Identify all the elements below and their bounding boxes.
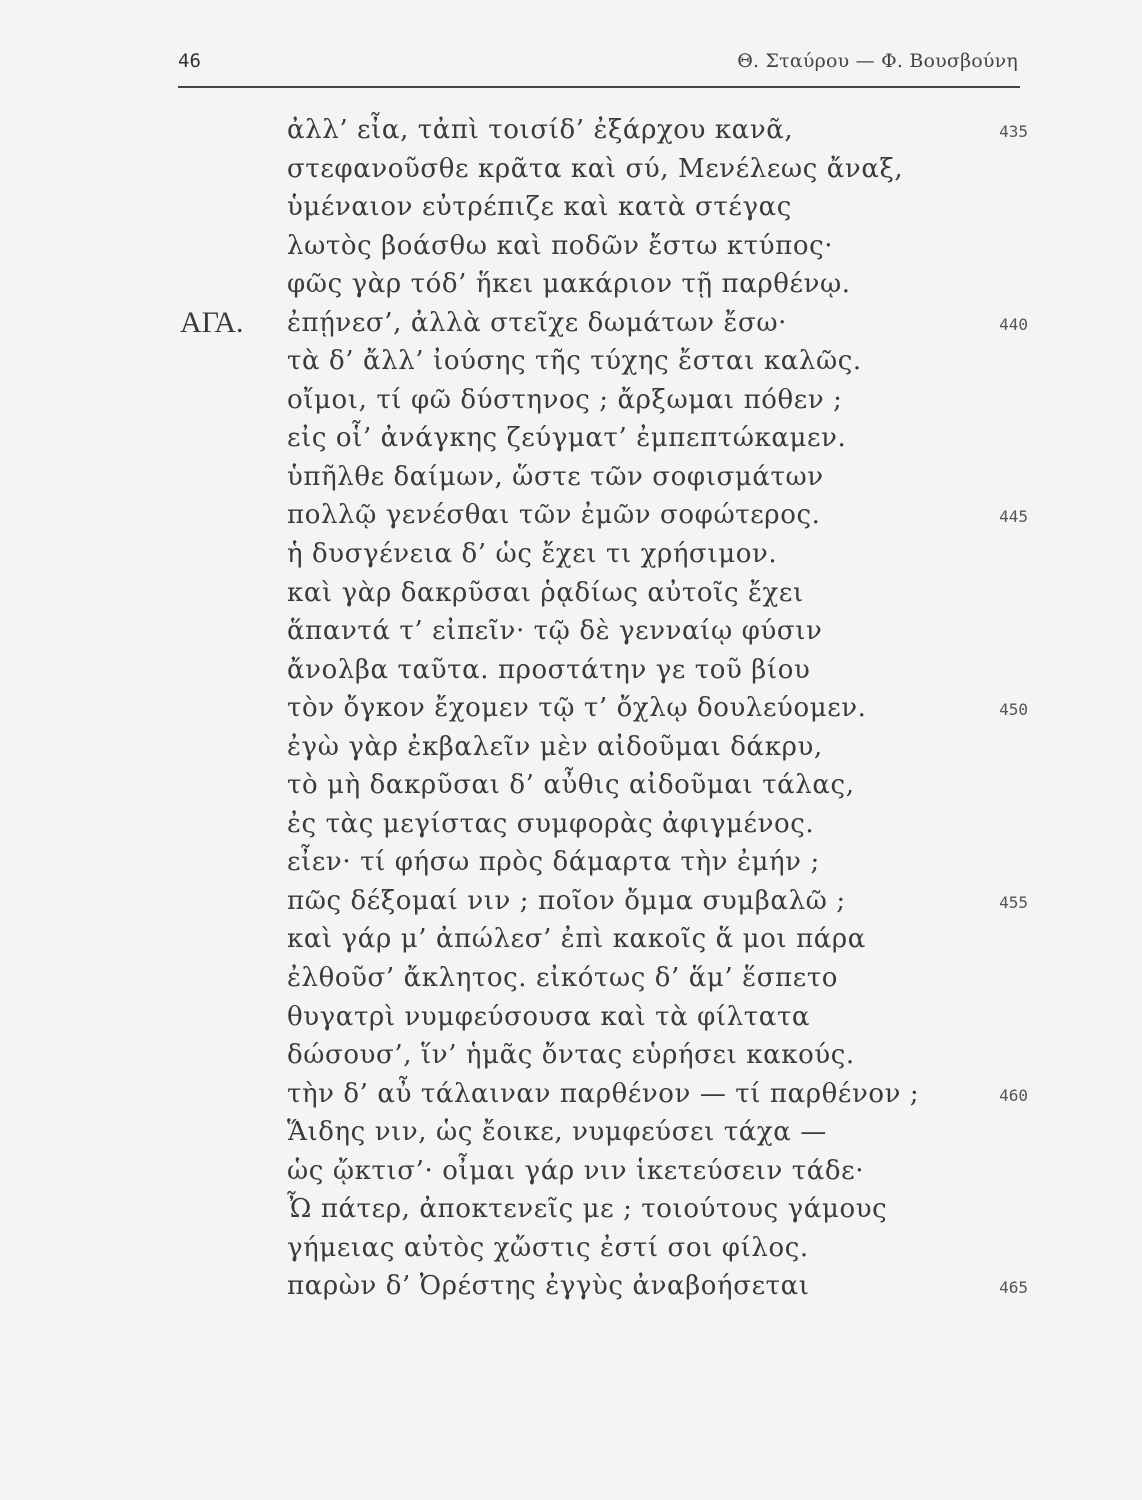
- verse-text: τὰ δ’ ἄλλ’ ἰούσης τῆς τύχης ἔσται καλῶς.: [287, 346, 862, 377]
- verse-text: δώσουσ’, ἵν’ ἡμᾶς ὄντας εὑρήσει κακούς.: [287, 1040, 855, 1071]
- verse-text: ὡς ᾤκτισ’· οἶμαι γάρ νιν ἱκετεύσειν τάδε·: [287, 1155, 865, 1186]
- verse-text: φῶς γὰρ τόδ’ ἥκει μακάριον τῇ παρθένῳ.: [287, 269, 851, 300]
- verse-line: [180, 419, 1030, 458]
- verse-text: εἰς οἷ’ ἀνάγκης ζεύγματ’ ἐμπεπτώκαμεν.: [287, 423, 847, 454]
- verse-line: [180, 920, 1030, 959]
- verse-text: ἅπαντά τ’ εἰπεῖν· τῷ δὲ γενναίῳ φύσιν: [287, 616, 823, 647]
- verse-line: [180, 1267, 1030, 1306]
- page-header: [178, 48, 1018, 82]
- verse-line: [180, 342, 1030, 381]
- line-number: 445: [999, 507, 1028, 527]
- verse-text: τὴν δ’ αὖ τάλαιναν παρθένον — τί παρθένον ;: [287, 1078, 920, 1109]
- verse-text: ἀλλ’ εἶα, τἀπὶ τοισίδ’ ἐξάρχου κανᾶ,: [287, 115, 794, 145]
- speaker-label: ΑΓΑ.: [180, 305, 244, 339]
- verse-line: [180, 959, 1030, 998]
- verse-text: καὶ γὰρ δακρῦσαι ῥᾳδίως αὐτοῖς ἔχει: [287, 577, 804, 608]
- verse-line: [180, 1152, 1030, 1191]
- line-number: 450: [999, 700, 1028, 720]
- verse-line: [180, 1229, 1030, 1268]
- verse-line: [180, 766, 1030, 805]
- verse-line: [180, 535, 1030, 574]
- verse-line: [180, 458, 1030, 497]
- verse-line: [180, 265, 1030, 304]
- verse-line: [180, 1113, 1030, 1152]
- verse-line: [180, 1075, 1030, 1114]
- verse-line: [180, 111, 1030, 150]
- verse-text: ἐς τὰς μεγίστας συμφορὰς ἀφιγμένος.: [287, 808, 815, 839]
- verse-line: [180, 1036, 1030, 1075]
- verse-text: οἴμοι, τί φῶ δύστηνος ; ἄρξωμαι πόθεν ;: [287, 384, 843, 415]
- verse-text: ἡ δυσγένεια δ’ ὡς ἔχει τι χρήσιμον.: [287, 539, 778, 570]
- line-number: 440: [999, 314, 1028, 334]
- verse-line: [180, 381, 1030, 420]
- verse-line: [180, 150, 1030, 189]
- verse-text: εἶεν· τί φήσω πρὸς δάμαρτα τὴν ἐμήν ;: [287, 847, 820, 878]
- verse-text: ἐλθοῦσ’ ἄκλητος. εἰκότως δ’ ἅμ’ ἕσπετο: [287, 963, 839, 994]
- verse-block: [180, 111, 1030, 1306]
- verse-line: [180, 843, 1030, 882]
- verse-text: παρὼν δ’ Ὀρέστης ἐγγὺς ἀναβοήσεται: [287, 1271, 810, 1302]
- line-number: 460: [999, 1085, 1028, 1105]
- verse-text: γήμειας αὐτὸς χὤστις ἐστί σοι φίλος.: [287, 1232, 809, 1263]
- line-number: 455: [999, 892, 1028, 912]
- verse-text: πῶς δέξομαί νιν ; ποῖον ὄμμα συμβαλῶ ;: [287, 885, 846, 916]
- verse-line: [180, 728, 1030, 767]
- verse-line: [180, 304, 1030, 343]
- verse-text: ἐγὼ γὰρ ἐκβαλεῖν μὲν αἰδοῦμαι δάκρυ,: [287, 731, 823, 762]
- page-number: 46: [178, 50, 201, 72]
- verse-text: Ὦ πάτερ, ἀποκτενεῖς με ; τοιούτους γάμους: [287, 1194, 888, 1225]
- verse-line: [180, 882, 1030, 921]
- verse-line: [180, 998, 1030, 1037]
- verse-line: [180, 805, 1030, 844]
- header-rule: [178, 86, 1020, 88]
- verse-line: [180, 689, 1030, 728]
- verse-text: καὶ γάρ μ’ ἀπώλεσ’ ἐπὶ κακοῖς ἅ μοι πάρα: [287, 924, 866, 955]
- verse-line: [180, 651, 1030, 690]
- verse-text: ὑπῆλθε δαίμων, ὥστε τῶν σοφισμάτων: [287, 461, 824, 492]
- running-title: Θ. Σταύρου — Φ. Βουσβούνη: [737, 50, 1018, 72]
- verse-text: Ἅιδης νιν, ὡς ἔοικε, νυμφεύσει τάχα —: [287, 1117, 827, 1148]
- verse-line: [180, 227, 1030, 266]
- verse-text: λωτὸς βοάσθω καὶ ποδῶν ἔστω κτύπος·: [287, 230, 834, 261]
- verse-text: στεφανοῦσθε κρᾶτα καὶ σύ, Μενέλεως ἄναξ,: [287, 153, 904, 184]
- verse-text: ἄνολβα ταῦτα. προστάτην γε τοῦ βίου: [287, 654, 811, 685]
- verse-text: πολλῷ γενέσθαι τῶν ἐμῶν σοφώτερος.: [287, 500, 821, 531]
- verse-text: θυγατρὶ νυμφεύσουσα καὶ τὰ φίλτατα: [287, 1001, 811, 1032]
- verse-line: [180, 574, 1030, 613]
- verse-text: ὑμέναιον εὐτρέπιζε καὶ κατὰ στέγας: [287, 192, 792, 223]
- line-number: 465: [999, 1278, 1028, 1298]
- verse-text: τὸ μὴ δακρῦσαι δ’ αὖθις αἰδοῦμαι τάλας,: [287, 770, 855, 801]
- verse-text: ἐπῄνεσ’, ἀλλὰ στεῖχε δωμάτων ἔσω·: [287, 307, 787, 338]
- verse-text: τὸν ὄγκον ἔχομεν τῷ τ’ ὄχλῳ δουλεύομεν.: [287, 693, 867, 724]
- verse-line: [180, 1190, 1030, 1229]
- verse-line: [180, 612, 1030, 651]
- verse-line: [180, 496, 1030, 535]
- verse-line: [180, 188, 1030, 227]
- line-number: 435: [999, 122, 1028, 141]
